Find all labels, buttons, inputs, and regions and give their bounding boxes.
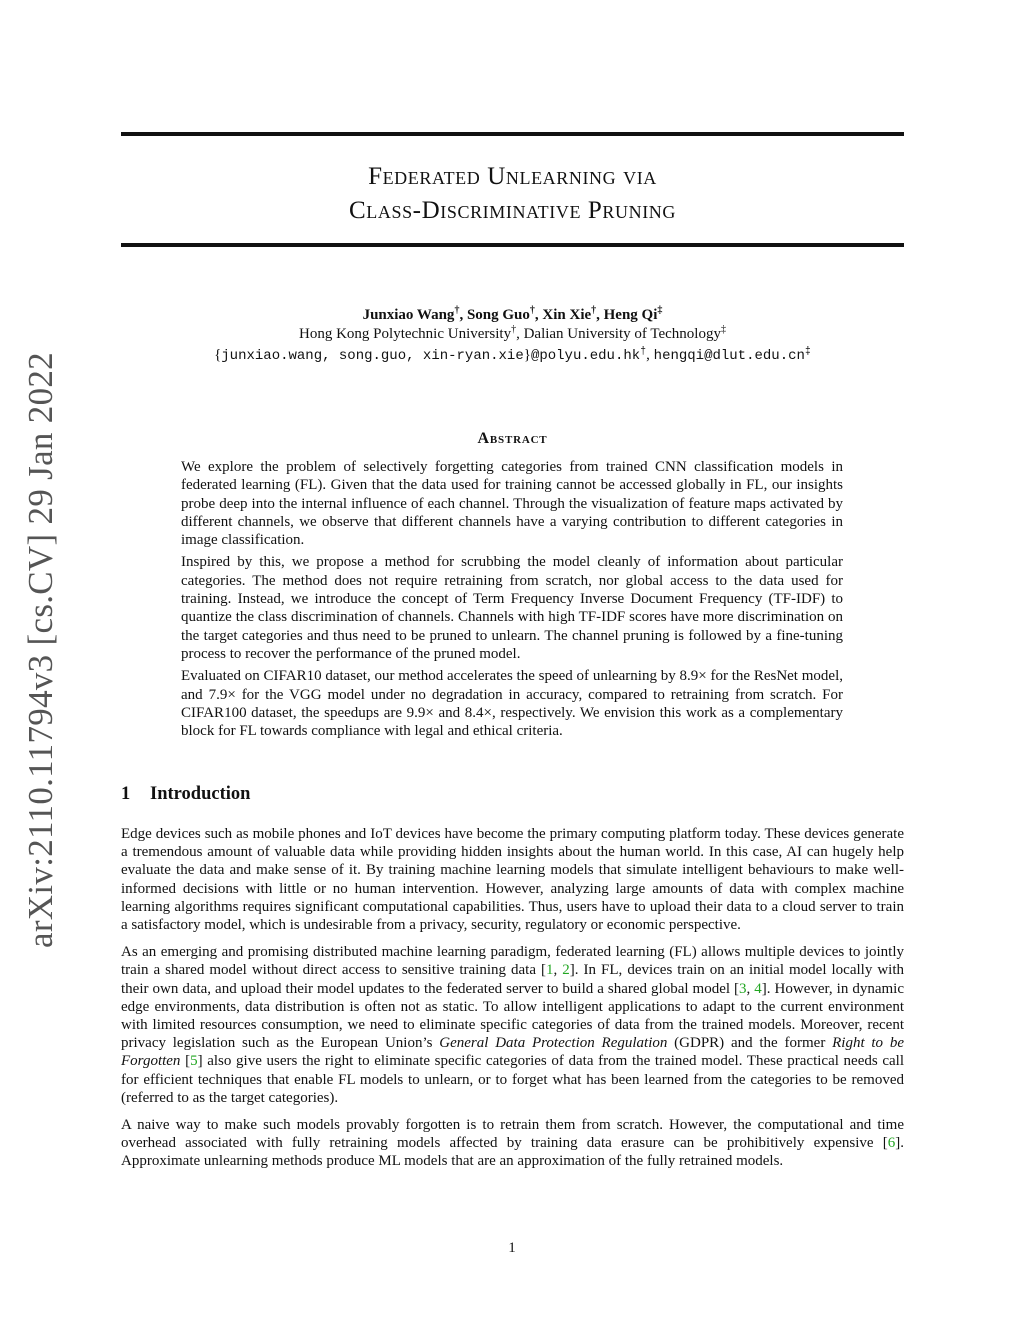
title-rule-bottom	[121, 243, 904, 247]
affiliation-mark: †	[591, 305, 597, 316]
author-name: Xin Xie	[542, 307, 592, 323]
gdpr-term: General Data Protection Regulation	[439, 1035, 668, 1052]
page-number: 1	[508, 1240, 516, 1256]
author-name: Junxiao Wang	[362, 307, 455, 323]
section-number: 1	[121, 784, 131, 804]
arxiv-identifier-text: arXiv:2110.11794v3 [cs.CV] 29 Jan 2022	[21, 352, 60, 948]
citation-link[interactable]: 3	[739, 980, 747, 997]
author-name: Heng Qi	[603, 307, 658, 323]
title-line-1: Federated Unlearning via	[368, 163, 657, 190]
abstract-paragraph: We explore the problem of selectively forgetting categories from trained CNN classification models in federated learning (FL). Given that the data used for training cannot be accessed globally in FL, our insights probe deep into the internal influence of each channel. Through the visualization of feature maps activated by different channels, we observe that different channels have a varying contribution to different categories in image classification.	[181, 459, 843, 549]
affiliation-line: Hong Kong Polytechnic University†, Dalian University of Technology‡	[299, 324, 726, 342]
intro-paragraph-1: Edge devices such as mobile phones and IoT devices have become the primary computing platform today. These devices generate a tremendous amount of valuable data while providing hidden insights about the human world. In this case, AI can hugely help evaluate the data and make sense of it. By training machine learning models that simulate intelligent behaviours to make well-informed decisions with little or no human intervention. However, analyzing large amounts of data with complex machine learning algorithms requires significant computational capabilities. Thus, users have to upload their data to a cloud server to train a satisfactory model, which is undesirable from a privacy, security, regulatory or economic perspective.	[121, 826, 904, 934]
affiliation-dlut: Dalian University of Technology	[523, 326, 721, 342]
intro-paragraph-3: A naive way to make such models provably forgotten is to retrain them from scratch. However, the computational and time overhead associated with fully retraining models affected by training data erasure can be prohibitively expensive [6]. Approximate unlearning methods produce ML models that are an approximation of the fully retrained models.	[121, 1117, 904, 1170]
abstract-body	[181, 458, 843, 744]
abstract-paragraph: Inspired by this, we propose a method for scrubbing the model cleanly of information about particular categories. The method does not require retraining from scratch, nor global access to the data used for training. Instead, we introduce the concept of Term Frequency Inverse Document Frequency (TF-IDF) to quantize the class discrimination of channels. Channels with high TF-IDF scores have more discrimination on the target categories and thus need to be pruned to unlearn. The channel pruning is followed by a fine-tuning process to recover the performance of the pruned model.	[181, 554, 843, 662]
affiliation-mark: †	[454, 305, 460, 316]
abstract-heading: Abstract	[477, 430, 548, 447]
affiliation-polyu: Hong Kong Polytechnic University	[299, 326, 512, 342]
rtbf-term: Right to be Forgotten	[121, 1035, 905, 1070]
citation-link[interactable]: 1	[546, 962, 554, 979]
email-users: junxiao.wang, song.guo, xin-ryan.xie	[221, 348, 524, 364]
author-list: Junxiao Wang†, Song Guo†, Xin Xie†, Heng Qi‡	[362, 305, 663, 323]
intro-paragraph-2: As an emerging and promising distributed machine learning paradigm, federated learning (FL) allows multiple devices to jointly train a shared model without direct access to sensitive training data [1, 2]. In FL, devices train on an initial model locally with their own data, and upload their model updates to the federated server to build a shared global model [3, 4]. However, in dynamic edge environments, data distribution is often not as static. To allow intelligent applications to adapt to the current environment with limited resources consumption, we need to eliminate specific categories of data from the trained models. Moreover, recent privacy legislation such as the European Union’s General Data Protection Regulation (GDPR) and the former Right to be Forgotten [5] also give users the right to eliminate specific categories of data from the trained model. These practical needs call for efficient techniques that enable FL models to unlearn, or to forget what has been learned from the categories to be removed (referred to as the target categories).	[121, 944, 905, 1106]
abstract-paragraph: Evaluated on CIFAR10 dataset, our method accelerates the speed of unlearning by 8.9× for the ResNet model, and 7.9× for the VGG model under no degradation in accuracy, compared to retraining from scratch. For CIFAR100 dataset, the speedups are 9.9× and 8.4×, respectively. We envision this work as a complementary block for FL towards compliance with legal and ethical criteria.	[181, 668, 843, 740]
introduction-body	[121, 825, 904, 1180]
affiliation-mark: ‡	[657, 305, 663, 316]
citation-link[interactable]: 5	[190, 1053, 198, 1070]
paper-title	[121, 160, 904, 228]
title-line-2: Class-Discriminative Pruning	[348, 197, 676, 224]
email-dlut: hengqi@dlut.edu.cn	[653, 348, 805, 364]
author-name: Song Guo	[466, 307, 530, 323]
citation-link[interactable]: 4	[754, 980, 762, 997]
section-title: Introduction	[150, 784, 251, 804]
arxiv-identifier	[21, 352, 61, 948]
section-heading-introduction	[121, 784, 250, 805]
email-domain-polyu: @polyu.edu.hk	[530, 348, 641, 364]
affiliation-mark: †	[529, 305, 535, 316]
email-line: {junxiao.wang, song.guo, xin-ryan.xie}@polyu.edu.hk†, hengqi@dlut.edu.cn‡	[214, 346, 811, 364]
citation-link[interactable]: 6	[887, 1135, 896, 1152]
title-rule-top	[121, 132, 904, 136]
citation-link[interactable]: 2	[562, 962, 570, 979]
